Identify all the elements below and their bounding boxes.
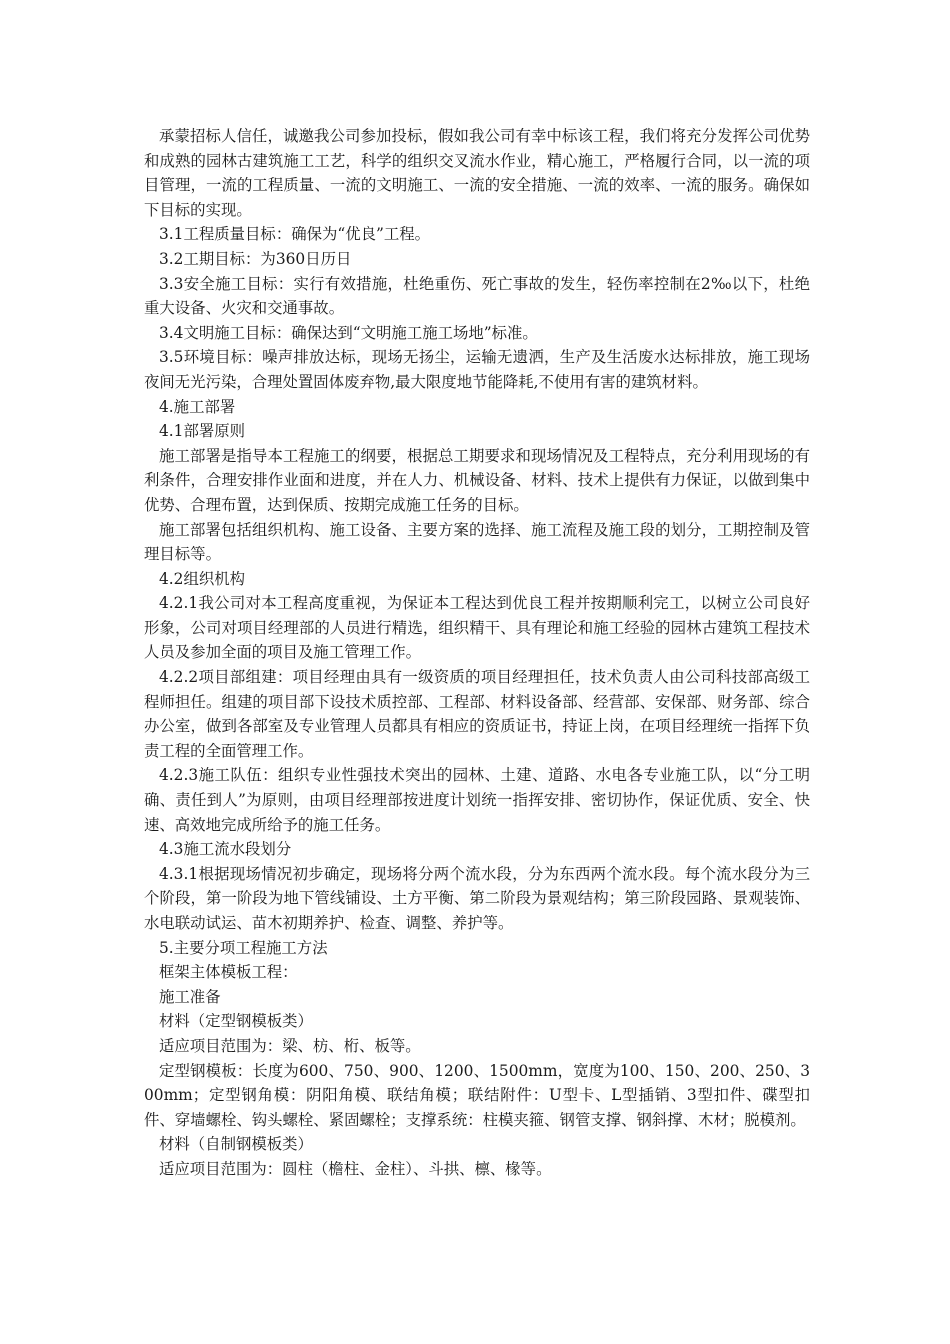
paragraph: 3.1工程质量目标：确保为“优良”工程。 (159, 225, 431, 244)
subsection-heading: 4.2组织机构 (159, 569, 246, 588)
paragraph: 3.4文明施工目标：确保达到“文明施工施工场地”标准。 (159, 323, 538, 342)
paragraph: 适应项目范围为：圆柱（檐柱、金柱）、斗拱、檩、椽等。 (159, 1159, 552, 1178)
subheading: 施工准备 (159, 987, 221, 1006)
paragraph: 3.3安全施工目标：实行有效措施，杜绝重伤、死亡事故的发生，轻伤率控制在2‰以下，杜绝重大设备、火灾和交通事故。 (144, 274, 810, 318)
subheading: 材料（定型钢模板类） (159, 1012, 313, 1031)
paragraph: 4.2.2项目部组建：项目经理由具有一级资质的项目经理担任，技术负责人由公司科技部高级工程师担任。组建的项目部下设技术质控部、工程部、材料设备部、经营部、安保部、财务部、综合办公室，做到各部室及专业管理人员都具有相应的资质证书，持证上岗，在项目经理统一指挥下负责工程的全面管理工作。 (144, 668, 810, 760)
paragraph: 4.3.1根据现场情况初步确定，现场将分两个流水段，分为东西两个流水段。每个流水段分为三个阶段，第一阶段为地下管线铺设、土方平衡、第二阶段为景观结构；第三阶段园路、景观装饰、水电联动试运、苗木初期养护、检查、调整、养护等。 (144, 864, 810, 932)
paragraph: 4.2.1我公司对本工程高度重视，为保证本工程达到优良工程并按期顺利完工，以树立公司良好形象，公司对项目经理部的人员进行精选，组织精干、具有理论和施工经验的园林古建筑工程技术人员及参加全面的项目及施工管理工作。 (144, 594, 810, 662)
paragraph: 3.2工期目标：为360日历日 (159, 249, 352, 268)
paragraph: 承蒙招标人信任，诚邀我公司参加投标，假如我公司有幸中标该工程，我们将充分发挥公司优势和成熟的园林古建筑施工工艺，科学的组织交叉流水作业，精心施工，严格履行合同，以一流的项目管理，一流的工程质量、一流的文明施工、一流的安全措施、一流的效率、一流的服务。确保如下目标的实现。 (144, 127, 810, 219)
paragraph: 4.2.3施工队伍：组织专业性强技术突出的园林、土建、道路、水电各专业施工队，以“分工明确、责任到人”为原则，由项目经理部按进度计划统一指挥安排、密切协作，保证优质、安全、快速、高效地完成所给予的施工任务。 (144, 766, 810, 834)
paragraph: 施工部署是指导本工程施工的纲要，根据总工期要求和现场情况及工程特点，充分利用现场的有利条件，合理安排作业面和进度，并在人力、机械设备、材料、技术上提供有力保证，以做到集中优势、合理布置，达到保质、按期完成施工任务的目标。 (144, 446, 810, 514)
subsection-heading: 4.1部署原则 (159, 422, 246, 441)
document-body (144, 124, 810, 1182)
section-heading: 4.施工部署 (159, 397, 236, 416)
subsection-heading: 4.3施工流水段划分 (159, 840, 292, 859)
paragraph: 定型钢模板：长度为600、750、900、1200、1500mm，宽度为100、150、200、250、300mm；定型钢角模：阴阳角模、联结角模；联结附件：U型卡、L型插销、3型扣件、碟型扣件、穿墙螺栓、钩头螺栓、紧固螺栓；支撑系统：柱模夹箍、钢管支撑、钢斜撑、木材；脱模剂。 (144, 1061, 810, 1129)
paragraph: 3.5环境目标：噪声排放达标，现场无扬尘，运输无遗洒，生产及生活废水达标排放，施工现场夜间无光污染，合理处置固体废弃物,最大限度地节能降耗,不使用有害的建筑材料。 (144, 348, 810, 391)
paragraph: 施工部署包括组织机构、施工设备、主要方案的选择、施工流程及施工段的划分，工期控制及管理目标等。 (144, 520, 810, 564)
section-heading: 5.主要分项工程施工方法 (159, 938, 328, 957)
subheading: 材料（自制钢模板类） (159, 1135, 313, 1154)
paragraph: 适应项目范围为：梁、枋、桁、板等。 (159, 1036, 421, 1055)
subheading: 框架主体模板工程： (159, 963, 298, 982)
